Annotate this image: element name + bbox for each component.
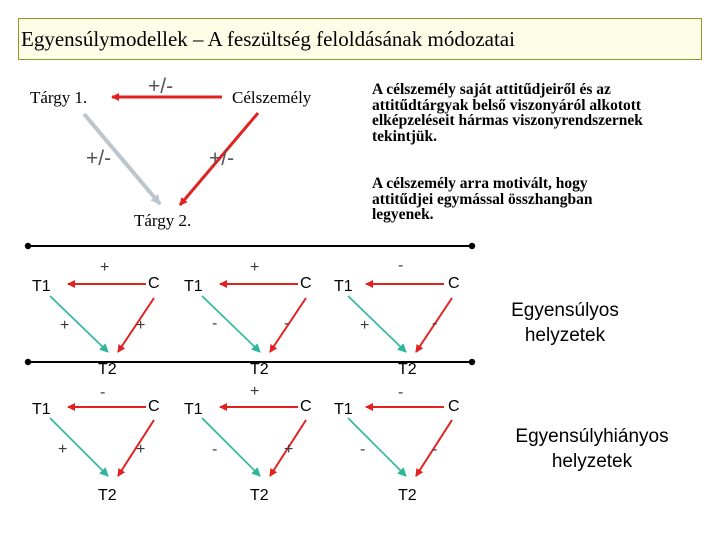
unbalanced-1-c-label: C — [148, 398, 160, 415]
balanced-1-c-label: C — [148, 275, 160, 292]
unbalanced-3-sign-top: - — [398, 384, 404, 401]
unbalanced-1-sign-top: - — [100, 384, 106, 401]
sign-top-label: +/- — [148, 75, 174, 98]
unbalanced-1-t2-label: T2 — [98, 487, 117, 504]
sign-left-label: +/- — [86, 147, 112, 170]
balanced-2-sign-top: + — [250, 259, 260, 276]
balanced-3-sign-right: - — [432, 315, 438, 332]
balanced-3-c-label: C — [448, 275, 460, 292]
explanation-paragraph-1: A célszemély saját attitűdjeiről és az attitűdtárgyak belső viszonyáról alkotott elképzeléseit hármas viszonyrendszernek tekintjük. — [372, 81, 643, 145]
unbalanced-1-sign-right: + — [136, 441, 146, 458]
unbalanced-2-t1-label: T1 — [184, 401, 203, 418]
balanced-2-c-label: C — [300, 275, 312, 292]
balanced-2-t2-label: T2 — [250, 361, 269, 378]
object2-label: Tárgy 2. — [134, 211, 192, 230]
person-label: Célszemély — [232, 88, 312, 107]
unbalanced-1-t1-label: T1 — [32, 401, 51, 418]
unbalanced-3-t1-label: T1 — [334, 401, 353, 418]
balanced-3-sign-top: - — [398, 257, 404, 274]
balanced-1-t2-label: T2 — [98, 361, 117, 378]
unbalanced-3-t2-label: T2 — [398, 487, 417, 504]
balanced-1-sign-top: + — [100, 259, 110, 276]
balanced-3-t2-label: T2 — [398, 361, 417, 378]
balanced-legend: Egyensúlyos helyzetek — [511, 300, 619, 346]
balanced-1-sign-left: + — [60, 317, 70, 334]
unbalanced-2-c-label: C — [300, 398, 312, 415]
slide-title: Egyensúlymodellek – A feszültség feloldásának módozatai — [18, 18, 702, 60]
balanced-1-sign-right: + — [136, 317, 146, 334]
balanced-triad-2-arrows — [202, 284, 306, 352]
unbalanced-1-sign-left: + — [58, 441, 68, 458]
unbalanced-2-sign-left: - — [212, 441, 218, 458]
unbalanced-3-sign-right: - — [432, 441, 438, 458]
sign-right-label: +/- — [209, 147, 235, 170]
unbalanced-legend: Egyensúlyhiányos helyzetek — [515, 426, 669, 472]
unbalanced-2-t2-label: T2 — [250, 487, 269, 504]
unbalanced-3-c-label: C — [448, 398, 460, 415]
explanation-paragraph-2: A célszemély arra motivált, hogy attitűdjei egymással összhangban legyenek. — [372, 175, 593, 223]
unbalanced-3-sign-left: - — [360, 441, 366, 458]
balanced-2-t1-label: T1 — [184, 278, 203, 295]
object1-label: Tárgy 1. — [30, 88, 88, 107]
balanced-2-sign-right: - — [284, 315, 290, 332]
balanced-1-t1-label: T1 — [32, 278, 51, 295]
balanced-2-sign-left: - — [212, 315, 218, 332]
unbalanced-2-sign-right: + — [284, 441, 294, 458]
balanced-3-sign-left: + — [360, 317, 370, 334]
unbalanced-2-sign-top: + — [250, 383, 260, 400]
balanced-3-t1-label: T1 — [334, 278, 353, 295]
